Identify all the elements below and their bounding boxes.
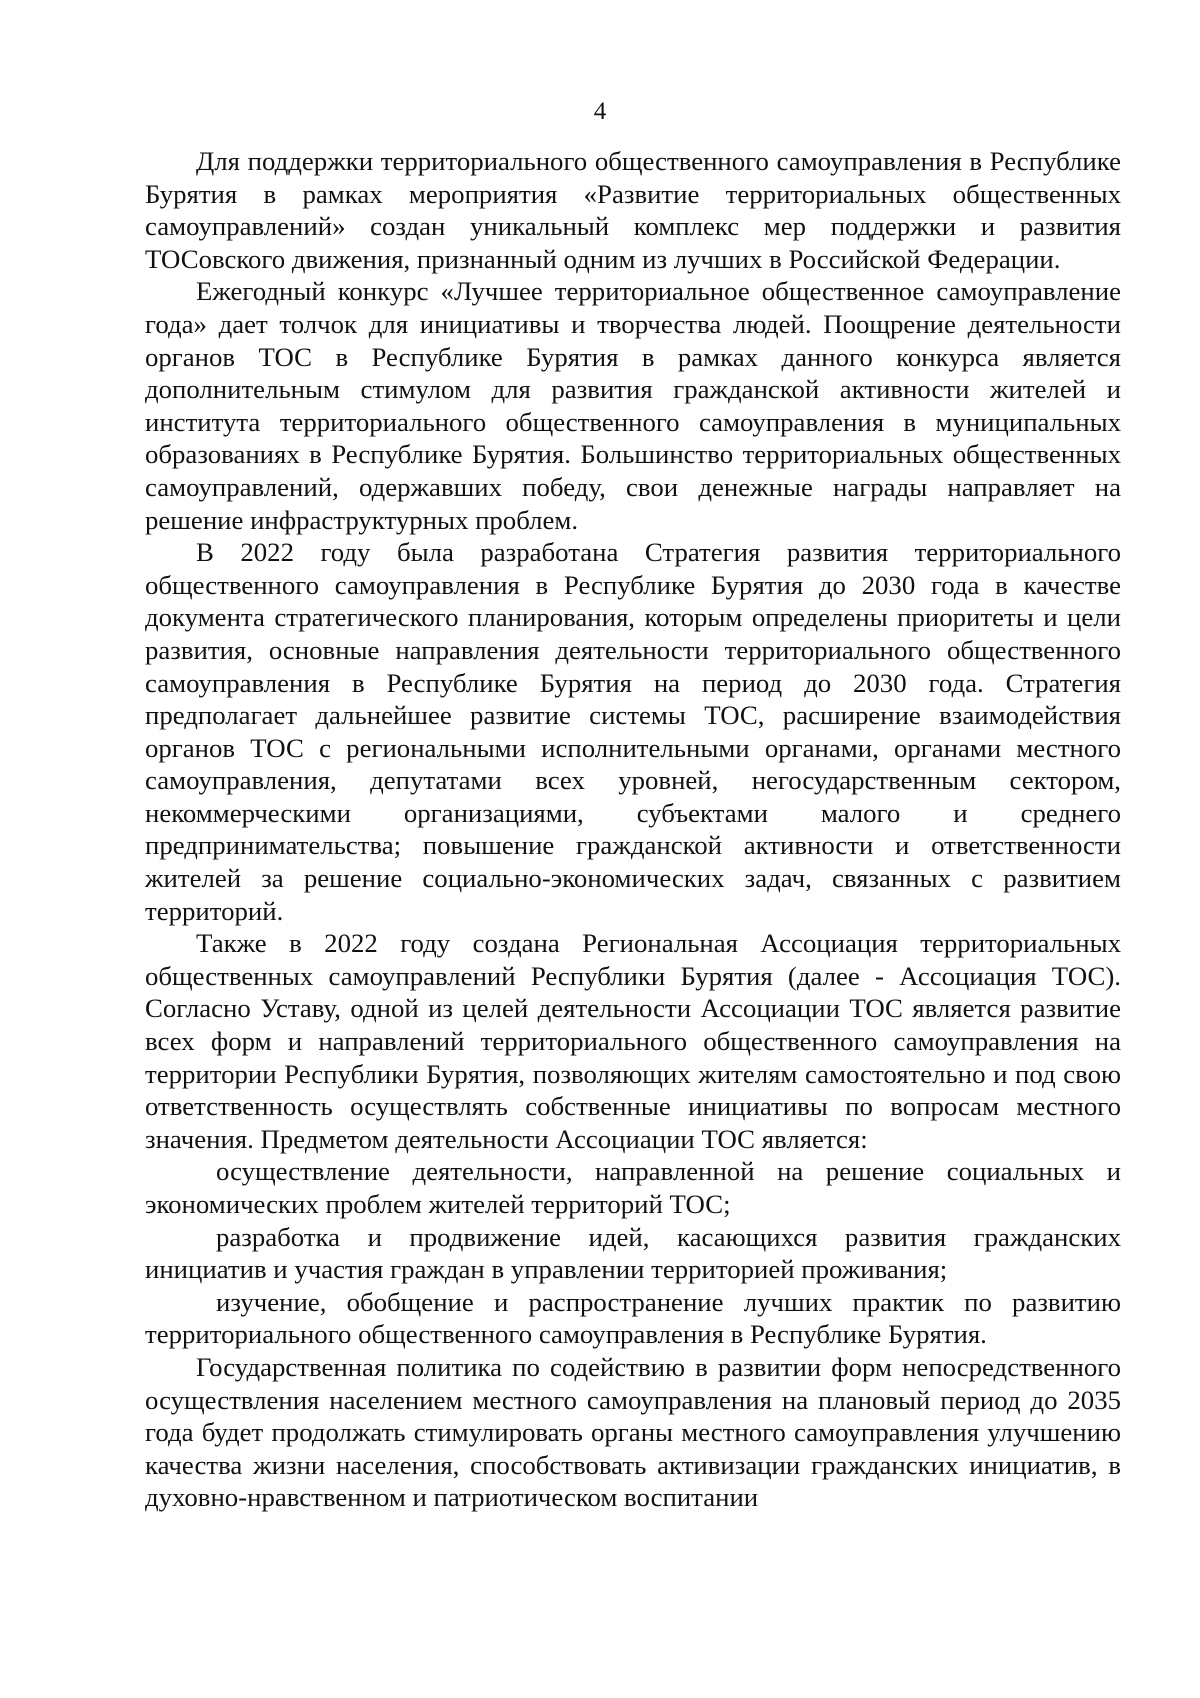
list-item-ideas: разработка и продвижение идей, касающихся развития гражданских инициатив и участия граждан в управлении территорией проживания; xyxy=(145,1221,1121,1285)
list-item-activities: осуществление деятельности, направленной на решение социальных и экономических проблем жителей территорий ТОС; xyxy=(145,1156,1121,1219)
paragraph-state-policy: Государственная политика по содействию в развитии форм непосредственного осуществления населением местного самоуправления на плановый период до 2035 года будет продолжать стимулировать органы местного самоуправления улучшению качества жизни населения, способствовать активизации гражданских инициатив, в духовно-нравственном и патриотическом воспитании xyxy=(145,1351,1121,1513)
paragraph-association-tos: Также в 2022 году создана Региональная Ассоциация территориальных общественных самоуправлений Республики Бурятия (далее - Ассоциация ТОС). Согласно Уставу, одной из целей деятельности Ассоциации ТОС является развитие всех форм и направлений территориального общественного самоуправления на территории Республики Бурятия, позволяющих жителям самостоятельно и под свою ответственность осуществлять собственные инициативы по вопросам местного значения. Предметом деятельности Ассоциации ТОС является: xyxy=(145,928,1121,1154)
paragraph-annual-contest: Ежегодный конкурс «Лучшее территориальное общественное самоуправление года» дает толчок для инициативы и творчества людей. Поощрение деятельности органов ТОС в Республике Бурятия в рамках данного конкурса является дополнительным стимулом для развития гражданской активности жителей и института территориального общественного самоуправления в муниципальных образованиях в Республике Бурятия. Большинство территориальных общественных самоуправлений, одержавших победу, свои денежные награды направляет на решение инфраструктурных проблем. xyxy=(145,276,1121,535)
page-number: 4 xyxy=(593,98,607,125)
paragraph-tos-support: Для поддержки территориального общественного самоуправления в Республике Бурятия в рамках мероприятия «Развитие территориальных общественных самоуправлений» создан уникальный комплекс мер поддержки и развития ТОСовского движения, признанный одним из лучших в Российской Федерации. xyxy=(145,146,1121,274)
paragraph-strategy-2030: В 2022 году была разработана Стратегия развития территориального общественного самоуправления в Республике Бурятия до 2030 года в качестве документа стратегического планирования, которым определены приоритеты и цели развития, основные направления деятельности территориального общественного самоуправления в Республике Бурятия на период до 2030 года. Стратегия предполагает дальнейшее развитие системы ТОС, расширение взаимодействия органов ТОС с региональными исполнительными органами, органами местного самоуправления, депутатами всех уровней, негосударственным сектором, некоммерческими организациями, субъектами малого и среднего предпринимательства; повышение гражданской активности и ответственности жителей за решение социально-экономических задач, связанных с развитием территорий. xyxy=(145,537,1121,926)
list-item-best-practices: изучение, обобщение и распространение лучших практик по развитию территориального общественного самоуправления в Республике Бурятия. xyxy=(145,1286,1121,1350)
document-body xyxy=(145,145,1121,1514)
